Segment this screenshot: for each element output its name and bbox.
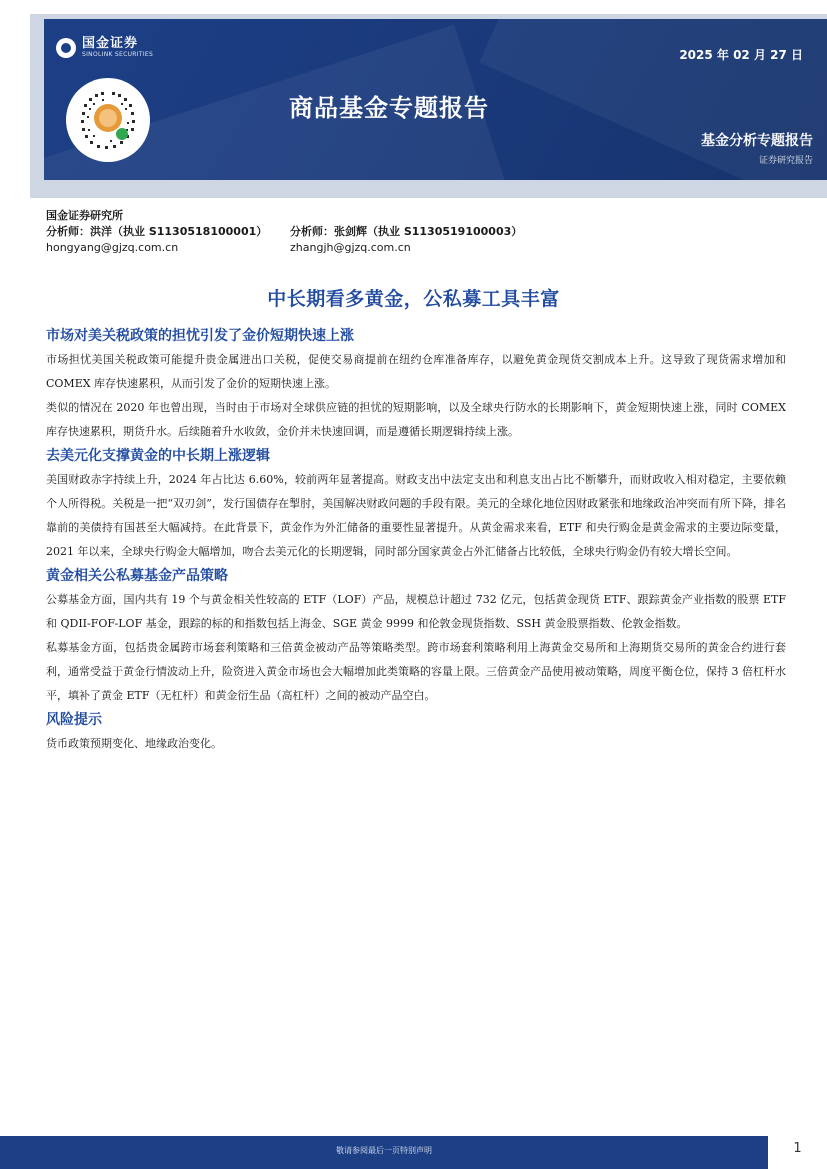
section-heading: 黄金相关公私募基金产品策略 [46,568,228,584]
report-title: 商品基金专题报告 [289,94,489,122]
page-number: 1 [793,1141,802,1156]
paragraph: 货币政策预期变化、地缘政治变化。 [46,737,222,750]
footer-disclaimer: 敬请参阅最后一页特别声明 [336,1146,432,1155]
section-heading: 市场对美关税政策的担忧引发了金价短期快速上涨 [46,328,354,344]
report-body [46,324,786,756]
report-subtype: 证券研究报告 [758,156,813,166]
section-heading: 风险提示 [46,712,102,728]
analyst-1-email[interactable]: hongyang@gjzq.com.cn [46,241,179,254]
analyst-2-email[interactable]: zhangjh@gjzq.com.cn [290,241,411,254]
logo-icon [56,38,76,58]
section-heading: 去美元化支撑黄金的中长期上涨逻辑 [46,448,270,464]
paragraph: 美国财政赤字持续上升，2024 年占比达 6.60%，较前两年显著提高。财政支出中法定支出和利息支出占比不断攀升，而财政收入相对稳定，主要依赖个人所得税。关税是一把“双刃剑”，发行国债存在掣肘，美国解决财政问题的手段有限。美元的全球化地位因财政紧张和地缘政治冲突而有所下降，排名靠前的美债持有国甚至大幅减持。在此背景下，黄金作为外汇储备的重要性显著提升。从黄金需求来看，ETF 和央行购金是黄金需求的主要边际变量，2021 年以来，全球央行购金大幅增加，吻合去美元化的长期逻辑，同时部分国家黄金占外汇储备占比较低，全球央行购金仍有较大增长空间。 [46,473,786,558]
institute-name: 国金证券研究所 [46,209,123,222]
logo-name-cn: 国金证券 [82,36,139,51]
paragraph: 私募基金方面，包括贵金属跨市场套利策略和三倍黄金被动产品等策略类型。跨市场套利策略利用上海黄金交易所和上海期货交易所的黄金合约进行套利，通常受益于黄金行情波动上升，险资进入黄金市场也会大幅增加此类策略的容量上限。三倍黄金产品使用被动策略，周度平衡仓位，保持 3 倍杠杆水平，填补了黄金 ETF（无杠杆）和黄金衍生品（高杠杆）之间的被动产品空白。 [46,641,786,702]
company-logo [56,37,153,58]
analyst-1: 分析师：洪洋（执业 S1130518100001） [46,225,268,238]
analyst-info [46,208,522,256]
paragraph: 市场担忧美国关税政策可能提升贵金属进出口关税，促使交易商提前在纽约仓库准备库存，以避免黄金现货交割成本上升。这导致了现货需求增加和 COMEX 库存快速累积，从而引发了金价的短期快速上涨。 [46,353,786,390]
paragraph: 公募基金方面，国内共有 19 个与黄金相关性较高的 ETF（LOF）产品，规模总计超过 732 亿元，包括黄金现货 ETF、跟踪黄金产业指数的股票 ETF 和 QDII-FOF-LOF 基金，跟踪的标的和指数包括上海金、SGE 黄金 9999 和伦敦金现货指数、SSH 黄金股票指数、伦敦金指数。 [46,593,786,630]
report-date: 2025 年 02 月 27 日 [679,48,803,62]
analyst-2: 分析师：张剑辉（执业 S1130519100003） [290,225,523,238]
document-headline: 中长期看多黄金，公私募工具丰富 [267,288,560,310]
paragraph: 类似的情况在 2020 年也曾出现，当时由于市场对全球供应链的担忧的短期影响，以及全球央行防水的长期影响下，黄金短期快速上涨，同时 COMEX 库存快速累积，期货升水。后续随着升水收敛，金价并未快速回调，而是遵循长期逻辑持续上涨。 [46,401,786,438]
report-type: 基金分析专题报告 [701,133,813,149]
logo-name-en: SINOLINK SECURITIES [82,51,154,58]
qr-code-icon [66,78,150,162]
